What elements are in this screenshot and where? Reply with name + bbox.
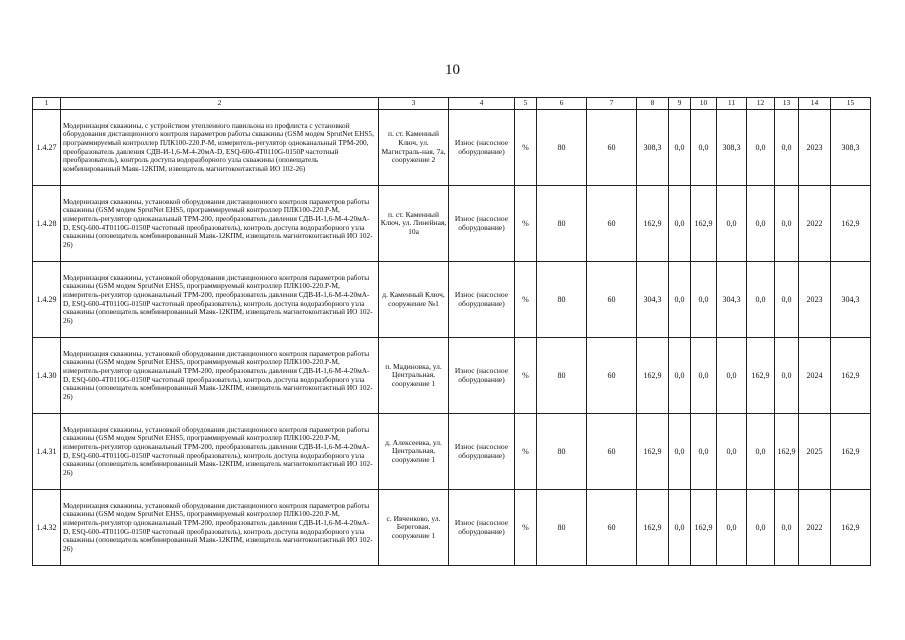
row-unit: % — [515, 110, 537, 186]
row-total: 162,9 — [831, 186, 871, 262]
row-code: 1.4.31 — [33, 414, 61, 490]
row-col8: 162,9 — [637, 414, 669, 490]
row-col12: 0,0 — [747, 490, 775, 566]
row-col6: 80 — [537, 338, 587, 414]
row-reason: Износ (насосное оборудование) — [449, 186, 515, 262]
col-number: 3 — [379, 98, 449, 110]
row-col10: 0,0 — [691, 414, 717, 490]
row-location: д. Алексеевка, ул. Центральная, сооружение 1 — [379, 414, 449, 490]
row-unit: % — [515, 186, 537, 262]
row-location: п. ст. Каменный Ключ, ул. Магистраль-ная, 7а, сооружение 2 — [379, 110, 449, 186]
row-reason: Износ (насосное оборудование) — [449, 110, 515, 186]
col-number: 4 — [449, 98, 515, 110]
row-col9: 0,0 — [669, 110, 691, 186]
col-number: 15 — [831, 98, 871, 110]
row-col6: 80 — [537, 186, 587, 262]
row-unit: % — [515, 414, 537, 490]
page-number: 10 — [445, 62, 460, 78]
row-col12: 162,9 — [747, 338, 775, 414]
row-total: 304,3 — [831, 262, 871, 338]
col-number: 1 — [33, 98, 61, 110]
col-number: 6 — [537, 98, 587, 110]
row-total: 162,9 — [831, 338, 871, 414]
col-number: 7 — [587, 98, 637, 110]
row-col12: 0,0 — [747, 110, 775, 186]
row-col7: 60 — [587, 490, 637, 566]
row-year: 2024 — [799, 338, 831, 414]
row-col11: 0,0 — [717, 338, 747, 414]
row-col11: 0,0 — [717, 186, 747, 262]
col-number: 2 — [61, 98, 379, 110]
row-total: 162,9 — [831, 414, 871, 490]
row-col11: 0,0 — [717, 490, 747, 566]
row-col8: 304,3 — [637, 262, 669, 338]
row-col9: 0,0 — [669, 414, 691, 490]
row-col13: 0,0 — [775, 490, 799, 566]
row-description: Модернизация скважины, установкой оборудования дистанционного контроля параметров работы скважины (GSM модем SprutNet EHS5, программируемый контроллер ПЛК100-220.Р-М, измеритель-регулятор одноканальный ТРМ-200, преобразователь давления СДВ-И-1,6-М-4-20мА-D, ESQ-600-4T0110G-0150P частотный преобразователь), контроль доступа водоразборного узла скважины (оповещатель комбинированный Маяк-12КПМ, извещатель магнитоконтактный ИО 102-26) — [61, 262, 379, 338]
row-col13: 0,0 — [775, 110, 799, 186]
col-number: 8 — [637, 98, 669, 110]
row-col10: 162,9 — [691, 490, 717, 566]
row-location: п. ст. Каменный Ключ, ул. Линейная, 10а — [379, 186, 449, 262]
col-number: 9 — [669, 98, 691, 110]
row-col12: 0,0 — [747, 414, 775, 490]
row-year: 2025 — [799, 414, 831, 490]
row-code: 1.4.27 — [33, 110, 61, 186]
row-col6: 80 — [537, 414, 587, 490]
table-row — [33, 338, 871, 414]
row-col12: 0,0 — [747, 186, 775, 262]
row-col10: 0,0 — [691, 338, 717, 414]
row-col8: 162,9 — [637, 186, 669, 262]
row-year: 2023 — [799, 110, 831, 186]
row-col6: 80 — [537, 490, 587, 566]
row-unit: % — [515, 490, 537, 566]
row-col9: 0,0 — [669, 186, 691, 262]
row-col11: 304,3 — [717, 262, 747, 338]
row-description: Модернизация скважины, установкой оборудования дистанционного контроля параметров работы скважины (GSM модем SprutNet EHS5, программируемый контроллер ПЛК100-220.Р-М, измеритель-регулятор одноканальный ТРМ-200, преобразователь давления СДВ-И-1,6-М-4-20мА-D, ESQ-600-4T0110G-0150P частотный преобразователь), контроль доступа водоразборного узла скважины (оповещатель комбинированный Маяк-12КПМ, извещатель магнитоконтактный ИО 102-26) — [61, 186, 379, 262]
col-number: 5 — [515, 98, 537, 110]
col-number: 11 — [717, 98, 747, 110]
row-col13: 0,0 — [775, 338, 799, 414]
row-col7: 60 — [587, 338, 637, 414]
col-number: 12 — [747, 98, 775, 110]
row-col10: 0,0 — [691, 110, 717, 186]
row-col7: 60 — [587, 186, 637, 262]
row-unit: % — [515, 338, 537, 414]
row-reason: Износ (насосное оборудование) — [449, 414, 515, 490]
row-year: 2023 — [799, 262, 831, 338]
row-col7: 60 — [587, 262, 637, 338]
row-col13: 0,0 — [775, 262, 799, 338]
row-reason: Износ (насосное оборудование) — [449, 262, 515, 338]
table-row — [33, 186, 871, 262]
table-row — [33, 262, 871, 338]
col-number: 13 — [775, 98, 799, 110]
row-col12: 0,0 — [747, 262, 775, 338]
row-col8: 162,9 — [637, 490, 669, 566]
row-location: д. Каменный Ключ, сооружение №1 — [379, 262, 449, 338]
row-col8: 162,9 — [637, 338, 669, 414]
row-reason: Износ (насосное оборудование) — [449, 338, 515, 414]
row-description: Модернизация скважины, с устройством утепленного павильона из профлиста с установкой оборудования дистанционного контроля параметров работы скважины (GSM модем SprutNet EHS5, программируемый контроллер ПЛК100-220.Р-М, измеритель-регулятор одноканальный ТРМ-200, преобразователь давления СДВ-И-1,6-М-4-20мА-D, ESQ-600-4T0110G-0150P частотный преобразователь), контроль доступа водоразборного узла скважины (оповещатель комбинированный Маяк-12КПМ, извещатель магнитоконтактный ИО 102-26) — [61, 110, 379, 186]
row-total: 162,9 — [831, 490, 871, 566]
table-row — [33, 110, 871, 186]
table-row — [33, 414, 871, 490]
row-description: Модернизация скважины, установкой оборудования дистанционного контроля параметров работы скважины (GSM модем SprutNet EHS5, программируемый контроллер ПЛК100-220.Р-М, измеритель-регулятор одноканальный ТРМ-200, преобразователь давления СДВ-И-1,6-М-4-20мА-D, ESQ-600-4T0110G-0150P частотный преобразователь), контроль доступа водоразборного узла скважины (оповещатель комбинированный Маяк-12КПМ, извещатель магнитоконтактный ИО 102-26) — [61, 338, 379, 414]
row-col10: 162,9 — [691, 186, 717, 262]
row-col11: 308,3 — [717, 110, 747, 186]
header-number-row — [33, 98, 871, 110]
row-col9: 0,0 — [669, 490, 691, 566]
table-row — [33, 490, 871, 566]
col-number: 10 — [691, 98, 717, 110]
row-code: 1.4.28 — [33, 186, 61, 262]
row-code: 1.4.29 — [33, 262, 61, 338]
row-col6: 80 — [537, 262, 587, 338]
row-code: 1.4.32 — [33, 490, 61, 566]
investment-table — [32, 97, 871, 566]
row-col9: 0,0 — [669, 338, 691, 414]
row-year: 2022 — [799, 490, 831, 566]
row-col7: 60 — [587, 414, 637, 490]
row-col6: 80 — [537, 110, 587, 186]
row-col13: 162,9 — [775, 414, 799, 490]
row-location: с. Ивченково, ул. Береговая, сооружение 1 — [379, 490, 449, 566]
row-col13: 0,0 — [775, 186, 799, 262]
row-year: 2022 — [799, 186, 831, 262]
row-description: Модернизация скважины, установкой оборудования дистанционного контроля параметров работы скважины (GSM модем SprutNet EHS5, программируемый контроллер ПЛК100-220.Р-М, измеритель-регулятор одноканальный ТРМ-200, преобразователь давления СДВ-И-1,6-М-4-20мА-D, ESQ-600-4T0110G-0150P частотный преобразователь), контроль доступа водоразборного узла скважины (оповещатель комбинированный Маяк-12КПМ, извещатель магнитоконтактный ИО 102-26) — [61, 414, 379, 490]
row-col11: 0,0 — [717, 414, 747, 490]
row-total: 308,3 — [831, 110, 871, 186]
row-location: п. Мадиновка, ул. Центральная, сооружение 1 — [379, 338, 449, 414]
row-description: Модернизация скважины, установкой оборудования дистанционного контроля параметров работы скважины (GSM модем SprutNet EHS5, программируемый контроллер ПЛК100-220.Р-М, измеритель-регулятор одноканальный ТРМ-200, преобразователь давления СДВ-И-1,6-М-4-20мА-D, ESQ-600-4T0110G-0150P частотный преобразователь), контроль доступа водоразборного узла скважины (оповещатель комбинированный Маяк-12КПМ, извещатель магнитоконтактный ИО 102-26) — [61, 490, 379, 566]
row-unit: % — [515, 262, 537, 338]
row-code: 1.4.30 — [33, 338, 61, 414]
row-col9: 0,0 — [669, 262, 691, 338]
row-col10: 0,0 — [691, 262, 717, 338]
col-number: 14 — [799, 98, 831, 110]
row-col8: 308,3 — [637, 110, 669, 186]
row-col7: 60 — [587, 110, 637, 186]
row-reason: Износ (насосное оборудование) — [449, 490, 515, 566]
